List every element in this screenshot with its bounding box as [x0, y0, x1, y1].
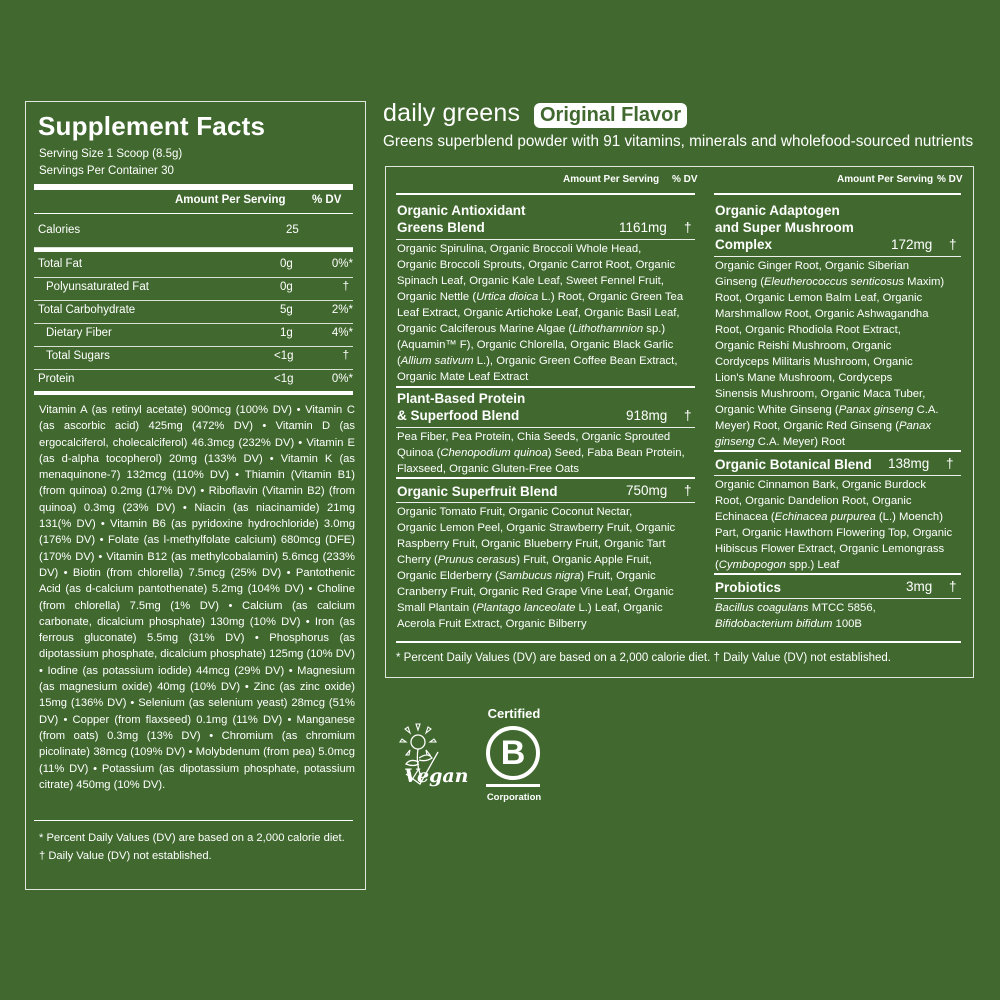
blend-title: Probiotics: [715, 580, 782, 595]
thick-divider: [396, 641, 961, 643]
product-name: daily greens: [383, 99, 521, 127]
header-dv: % DV: [937, 174, 963, 185]
header-dv: % DV: [672, 174, 698, 185]
blend-dv: †: [684, 408, 692, 423]
supplement-facts-title: Supplement Facts: [38, 111, 266, 141]
nutrient-dv: 2%*: [331, 304, 353, 316]
blend-ingredients: Pea Fiber, Pea Protein, Chia Seeds, Organic Sprouted Quinoa (Chenopodium quinoa) Seed, Faba Bean Protein, Flaxseed, Organic Gluten-Free Oats: [397, 431, 685, 475]
divider: [34, 820, 353, 821]
blend-amount: 138mg: [888, 456, 930, 471]
bcorp-corporation-label: Corporation: [486, 792, 542, 803]
nutrient-amount: <1g: [274, 350, 294, 362]
footnote-dagger: † Daily Value (DV) not established.: [39, 850, 212, 862]
nutrient-row: [34, 277, 353, 301]
bcorp-circle: [486, 726, 540, 780]
divider: [714, 475, 961, 476]
blend-ingredients: Organic Spirulina, Organic Broccoli Whole Head, Organic Broccoli Sprouts, Organic Carrot Root, Organic Spinach Leaf, Organic Kale Leaf, Sweet Fennel Fruit, Organic Nettle (Urtica dioica L.) Root, Organic Green Tea Leaf Extract, Organic Artichoke Leaf, Organic Basil Leaf, Organic Calciferous Marine Algae (Lithothamnion sp.) (Aquamin™ F), Organic Chlorella, Organic Black Garlic (Allium sativum L.), Organic Green Coffee Bean Extract, Organic Mate Leaf Extract: [397, 243, 684, 383]
footnote-dv: * Percent Daily Values (DV) are based on a 2,000 calorie diet.: [39, 832, 345, 844]
nutrient-row: [34, 346, 353, 370]
blend-title: [397, 390, 525, 424]
bcorp-letter: B: [500, 734, 526, 772]
blend-amount: 750mg: [626, 483, 668, 498]
nutrient-amount: 1g: [280, 327, 293, 339]
vegan-label: Vegan: [404, 765, 469, 787]
nutrient-row: [34, 323, 353, 347]
blend-dv: †: [946, 456, 954, 471]
nutrient-amount: 0g: [280, 281, 293, 293]
nutrient-name: Total Fat: [38, 258, 83, 270]
blend-ingredients: Organic Ginger Root, Organic Siberian Ginseng (Eleutherococcus senticosus Maxim) Root, Organic Lemon Balm Leaf, Organic Marshmallow Root, Organic Ashwagandha Root, Organic Rhodiola Root Extract, Organic Reishi Mushroom, Organic Cordyceps Militaris Mushroom, Organic Lion's Mane Mushroom, Cordyceps Sinensis Mushroom, Organic Maca Tuber, Organic White Ginseng (Panax ginseng C.A. Meyer) Root, Organic Red Ginseng (Panax ginseng C.A. Meyer) Root: [715, 260, 945, 448]
thick-divider: [714, 573, 961, 575]
thick-divider: [396, 477, 695, 479]
blend-title: [715, 202, 854, 253]
blend-amount: 3mg: [906, 579, 933, 594]
bcorp-certified-label: Certified: [487, 706, 541, 721]
divider: [714, 256, 961, 257]
header-dv: % DV: [312, 194, 342, 206]
blend-amount: 1161mg: [619, 220, 667, 235]
nutrient-dv: 4%*: [331, 327, 353, 339]
header-amount: Amount Per Serving: [175, 194, 286, 206]
divider: [396, 427, 695, 428]
blend-ingredients: Bacillus coagulans MTCC 5856, Bifidobacterium bifidum 100B: [715, 602, 876, 630]
nutrient-name: Protein: [38, 373, 75, 385]
bcorp-badge: [484, 706, 554, 806]
thick-divider: [396, 193, 695, 195]
blend-ingredients: Organic Cinnamon Bark, Organic Burdock Root, Organic Dandelion Root, Organic Echinacea (Echinacea purpurea (L.) Moench) Part, Organic Hawthorn Flowering Top, Organic Hibiscus Flower Extract, Organic Lemongrass (Cymbopogon spp.) Leaf: [715, 479, 953, 571]
vegan-badge: [386, 722, 476, 802]
thick-divider: [396, 386, 695, 388]
blend-ingredients: Organic Tomato Fruit, Organic Coconut Nectar, Organic Lemon Peel, Organic Strawberry Fruit, Organic Raspberry Fruit, Organic Blueberry Fruit, Organic Tart Cherry (Prunus cerasus) Fruit, Organic Apple Fruit, Organic Elderberry (Sambucus nigra) Fruit, Organic Cranberry Fruit, Organic Red Grape Vine Leaf, Organic Small Plantain (Plantago lanceolate L.) Leaf, Organic Acerola Fruit Extract, Organic Bilberry: [397, 506, 676, 630]
serving-size: Serving Size 1 Scoop (8.5g): [39, 148, 183, 160]
thick-divider: [714, 450, 961, 452]
thick-divider: [714, 193, 961, 195]
servings-per-container: Servings Per Container 30: [39, 165, 174, 177]
supplement-facts-panel: [25, 101, 366, 890]
header-amount: Amount Per Serving: [837, 174, 934, 185]
divider: [396, 502, 695, 503]
nutrient-row: [34, 300, 353, 324]
nutrient-amount: 25: [286, 224, 299, 236]
blend-dv: †: [949, 237, 957, 252]
nutrient-amount: 0g: [280, 258, 293, 270]
blend-title-line: Plant-Based Protein: [397, 391, 526, 406]
flavor-badge: Original Flavor: [534, 103, 687, 128]
nutrient-row: [34, 254, 353, 278]
nutrient-name: Polyunsaturated Fat: [46, 281, 149, 293]
blend-dv: †: [949, 579, 957, 594]
vitamins-minerals-list: Vitamin A (as retinyl acetate) 900mcg (100% DV) • Vitamin C (as ascorbic acid) 425mg (472% DV) • Vitamin D (as ergocalciferol, cholecalciferol) 46.3mcg (232% DV) • Vitamin E (as d-alpha tocopherol) 20mg (133% DV) • Vitamin K (as menaquinone-7) 132mcg (110% DV) • Thiamin (Vitamin B1) (from quinoa) 0.2mg (17% DV) • Riboflavin (Vitamin B2) (from quinoa) 0.3mg (23% DV) • Niacin (as niacinamide) 21mg 131(% DV) • Vitamin B6 (as pyridoxine hydrochloride) 3.0mg (176% DV) • Folate (as l-methylfolate calcium) 680mcg (DFE) (170% DV) • Vitamin B12 (as methylcobalamin) 5.6mcg (233% DV) • Biotin (from chlorella) 7.5mcg (25% DV) • Pantothenic Acid (as d-calcium pantothenate) 5.2mg (104% DV) • Choline (from chlorella) 7.5mg (1% DV) • Calcium (as calcium carbonate, dicalcium phosphate) 130mg (10% DV) • Iron (as ferrous gluconate) 5.5mg (31% DV) • Phosphorus (as dipotassium phosphate, dicalcium phosphate) 125mg (10% DV) • Iodine (as potassium iodide) 44mcg (29% DV) • Magnesium (as magnesium oxide) 40mg (10% DV) • Zinc (as zinc oxide) 15mg (136% DV) • Selenium (as selenium yeast) 28mcg (51% DV) • Copper (from flaxseed) 0.1mg (11% DV) • Manganese (from oats) 0.3mg (13% DV) • Chromium (as chromium picolinate) 38mcg (109% DV) • Molybdenum (from pea) 5.0mcg (11% DV) • Potassium (as dipotassium phosphate, potassium citrate) 450mg (10% DV).: [39, 404, 355, 791]
header-amount: Amount Per Serving: [563, 174, 660, 185]
nutrient-row: [34, 217, 353, 248]
thick-divider: [34, 391, 353, 395]
blend-amount: 172mg: [891, 237, 933, 252]
divider: [34, 213, 353, 214]
thick-divider: [34, 184, 353, 190]
nutrient-name: Dietary Fiber: [46, 327, 112, 339]
divider: [396, 239, 695, 240]
blends-footnote: * Percent Daily Values (DV) are based on a 2,000 calorie diet. † Daily Value (DV) not established.: [396, 652, 891, 664]
blend-title-line: Organic Antioxidant: [397, 203, 526, 218]
nutrient-dv: †: [342, 350, 349, 362]
nutrient-row: [34, 369, 353, 392]
blend-title-line: & Superfood Blend: [397, 408, 520, 423]
bcorp-underline: [486, 784, 540, 787]
blend-title: Organic Superfruit Blend: [397, 484, 558, 499]
nutrient-dv: 0%*: [331, 258, 353, 270]
blends-panel: [385, 166, 974, 678]
blend-dv: †: [684, 220, 692, 235]
sunflower-icon: [386, 722, 476, 802]
nutrient-amount: <1g: [274, 373, 294, 385]
divider: [714, 598, 961, 599]
nutrient-dv: 0%*: [331, 373, 353, 385]
blend-title-line: Greens Blend: [397, 220, 485, 235]
blend-title-line: Organic Adaptogen: [715, 203, 840, 218]
nutrient-name: Calories: [38, 224, 81, 236]
blend-title: [397, 202, 526, 236]
nutrient-name: Total Sugars: [46, 350, 110, 362]
nutrient-dv: †: [342, 281, 349, 293]
product-tagline: Greens superblend powder with 91 vitamins, minerals and wholefood-sourced nutrients: [383, 133, 974, 150]
thick-divider: [34, 248, 353, 252]
blend-title: Organic Botanical Blend: [715, 457, 872, 472]
blend-dv: †: [684, 483, 692, 498]
blend-amount: 918mg: [626, 408, 668, 423]
blend-title-line: and Super Mushroom: [715, 220, 854, 235]
nutrient-amount: 5g: [280, 304, 293, 316]
nutrient-name: Total Carbohydrate: [38, 304, 136, 316]
blend-title-line: Complex: [715, 237, 773, 252]
